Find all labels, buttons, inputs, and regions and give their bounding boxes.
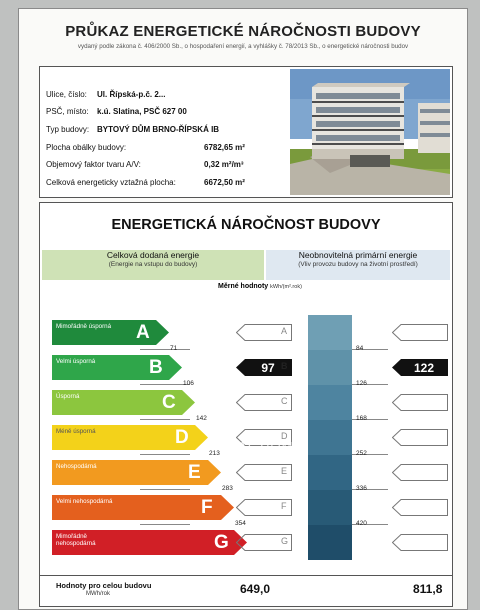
class-letter: G [214,532,229,553]
envelope-label: Plocha obálky budovy: [46,143,127,152]
primary-class-box-d [392,429,448,446]
type-row [46,125,220,134]
primary-threshold-label: 168 [356,415,367,422]
psc-label: PSČ, místo: [46,107,89,116]
building-photo [290,69,450,195]
energy-certificate [18,8,468,610]
building-info-panel [39,66,453,198]
empty-arrow [393,325,448,341]
watermark-line1: REAL HOME [218,439,304,454]
delivered-threshold-label: 283 [222,485,233,492]
area-value: 6672,50 m² [204,178,245,187]
class-label: Velmi úsporná [56,358,96,365]
delivered-threshold-line [140,419,190,420]
delivered-threshold-label: 142 [196,415,207,422]
energy-rating-panel [39,202,453,607]
psc-value: k.ú. Slatina, PSČ 627 00 [97,107,187,116]
primary-scale-block [308,525,352,560]
primary-threshold-label: 84 [356,345,364,352]
delivered-threshold-line [140,524,190,525]
class-letter-marker: G [281,536,289,546]
delivered-energy-subtitle: (Energie na vstupu do budovy) [108,261,198,268]
class-band-a [52,320,170,345]
type-label: Typ budovy: [46,125,90,134]
primary-energy-header [266,250,450,280]
empty-arrow [393,395,448,411]
class-label: Nehospodárná [56,463,97,470]
primary-class-box-a [392,324,448,341]
class-letter-marker: E [281,466,288,476]
primary-class-box-e [392,464,448,481]
totals-unit: MWh/rok [86,591,110,597]
class-letter-marker: B [281,361,288,371]
box-outline [392,499,448,516]
primary-scale-block [308,350,352,385]
class-label: Mimořádně nehospodárná [56,533,96,547]
units-label [218,283,302,290]
class-band-g [52,530,248,555]
class-band-f [52,495,235,520]
empty-arrow [393,500,448,516]
primary-energy-total: 811,8 [413,582,443,596]
class-letter: D [175,427,189,448]
class-letter: E [188,462,201,483]
watermark [218,439,303,469]
primary-scale-block [308,420,352,455]
delivered-threshold-line [140,489,190,490]
certificate-title: PRŮKAZ ENERGETICKÉ NÁROČNOSTI BUDOVY [65,23,421,40]
class-band-e [52,460,222,485]
units-value: kWh/(m².rok) [270,284,302,290]
primary-threshold-label: 420 [356,520,367,527]
psc-row [46,107,187,116]
primary-scale-block [308,315,352,350]
factor-value: 0,32 m²/m³ [204,160,244,169]
empty-arrow [393,465,448,481]
empty-arrow [393,535,448,551]
delivered-energy-header [42,250,264,280]
delivered-energy-title: Celková dodaná energie [106,250,200,260]
delivered-threshold-label: 106 [183,380,194,387]
class-letter: C [162,392,176,413]
factor-label: Objemový faktor tvaru A/V: [46,160,141,169]
class-letter-marker: C [281,396,288,406]
primary-threshold-label: 252 [356,450,367,457]
empty-arrow [393,430,448,446]
factor-row [46,160,244,169]
primary-scale-block [308,455,352,490]
envelope-row [46,143,245,152]
street-row [46,90,166,99]
watermark-line2: | PARTNERS [218,456,282,466]
area-label: Celková energeticky vztažná plocha: [46,178,176,187]
primary-class-box-f [392,499,448,516]
delivered-threshold-label: 354 [235,520,246,527]
primary-energy-subtitle: (Vliv provozu budovy na životní prostředí) [298,261,418,268]
delivered-threshold-label: 71 [170,345,178,352]
totals-label: Hodnoty pro celou budovu [56,581,152,590]
class-label: Úsporná [56,393,80,400]
street-value: Ul. Řípská-p.č. 2... [97,90,166,99]
box-outline [392,429,448,446]
units-caption: Měrné hodnoty [218,283,269,290]
primary-energy-title: Neobnovitelná primární energie [298,250,418,260]
class-letter: F [201,497,213,518]
certificate-subtitle: vydaný podle zákona č. 406/2000 Sb., o hospodaření energií, a vyhlášky č. 78/2013 Sb., o energetické náročnosti budov [77,43,409,50]
primary-scale-block [308,385,352,420]
class-band-c [52,390,196,415]
primary-class-box-g [392,534,448,551]
primary-threshold-label: 126 [356,380,367,387]
primary-class-box-b [392,359,448,376]
area-row [46,178,245,187]
street-label: Ulice, číslo: [46,90,87,99]
class-label: Mimořádně úsporná [56,323,112,330]
delivered-energy-total: 649,0 [240,582,271,596]
primary-threshold-label: 336 [356,485,367,492]
box-outline [392,534,448,551]
delivered-threshold-line [140,454,190,455]
delivered-threshold-label: 213 [209,450,220,457]
box-outline [392,394,448,411]
class-letter: A [136,322,150,343]
class-letter: B [149,357,163,378]
class-label: Méně úsporná [56,428,96,435]
rating-title: ENERGETICKÁ NÁROČNOST BUDOVY [111,217,381,233]
totals-row [40,575,452,607]
box-outline [392,324,448,341]
primary-scale-block [308,490,352,525]
class-band-d [52,425,209,450]
certificate-header [39,17,447,50]
class-letter-marker: D [281,431,288,441]
class-letter-marker: F [281,501,287,511]
class-letter-marker: A [281,326,288,336]
primary-rating-value: 122 [413,361,435,375]
building-info-fields [40,67,288,197]
primary-class-box-c [392,394,448,411]
envelope-value: 6782,65 m² [204,143,245,152]
type-value: BYTOVÝ DŮM BRNO-ŘÍPSKÁ IB [97,125,220,134]
class-band-b [52,355,183,380]
delivered-rating-value: 97 [261,361,275,375]
box-outline [392,464,448,481]
delivered-threshold-line [140,349,190,350]
class-label: Velmi nehospodárná [56,498,113,505]
